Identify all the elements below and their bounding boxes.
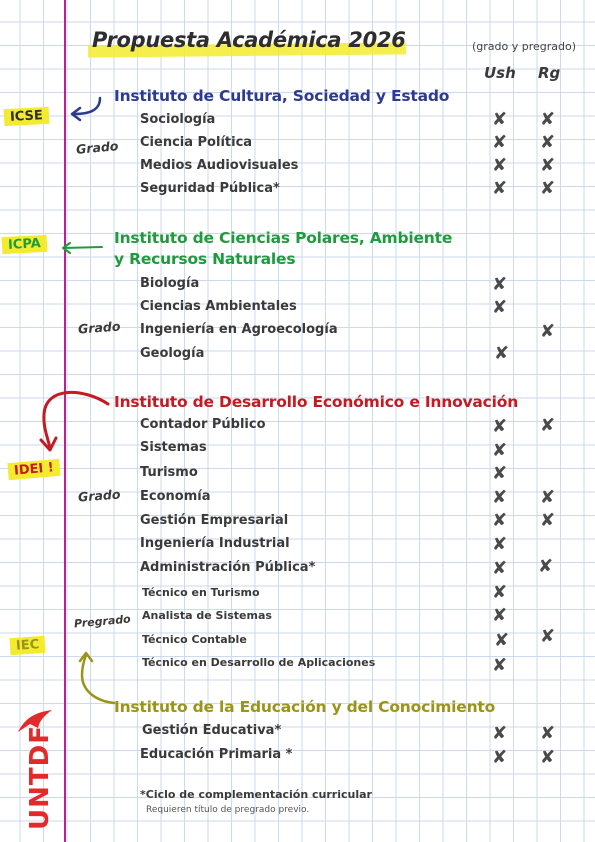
check-mark-icon: ✘ [492,582,508,603]
check-mark-icon: ✘ [492,558,508,579]
level-label-grado: Grado [77,486,121,505]
course-item: Economía [140,489,211,504]
column-header-rg: Rg [538,64,561,82]
check-mark-icon: ✘ [540,626,556,647]
check-mark-icon: ✘ [492,510,508,531]
arrow-icse-icon [60,94,110,124]
check-mark-icon: ✘ [494,343,510,364]
check-mark-icon: ✘ [492,440,508,461]
arrow-iec-icon [70,645,120,710]
check-mark-icon: ✘ [492,723,508,744]
check-mark-icon: ✘ [540,155,556,176]
arrow-idei-icon [24,384,114,459]
course-item: Gestión Empresarial [140,513,289,528]
check-mark-icon: ✘ [492,605,508,626]
course-item: Administración Pública* [140,560,316,575]
check-mark-icon: ✘ [492,487,508,508]
institute-icse-title: Instituto de Cultura, Sociedad y Estado [114,87,450,105]
check-mark-icon: ✘ [492,655,508,676]
level-label-grado: Grado [75,138,119,157]
page-title: Propuesta Académica 2026 [92,28,406,52]
check-mark-icon: ✘ [540,487,556,508]
arrow-icpa-icon [58,238,108,258]
check-mark-icon: ✘ [492,297,508,318]
check-mark-icon: ✘ [538,556,554,577]
check-mark-icon: ✘ [492,274,508,295]
check-mark-icon: ✘ [492,109,508,130]
course-item: Sociología [140,112,216,127]
course-item: Geología [140,346,205,361]
course-item: Turismo [140,465,198,480]
untdf-logo [22,725,58,832]
tag-icpa: ICPA [2,235,48,254]
check-mark-icon: ✘ [492,416,508,437]
course-item: Ciencias Ambientales [140,299,297,314]
course-item: Contador Público [140,417,266,432]
check-mark-icon: ✘ [492,534,508,555]
check-mark-icon: ✘ [494,630,510,651]
check-mark-icon: ✘ [540,747,556,768]
course-item: Técnico en Turismo [142,586,260,599]
footnote: *Ciclo de complementación curricular [140,788,372,801]
check-mark-icon: ✘ [540,415,556,436]
course-item: Seguridad Pública* [140,181,280,196]
check-mark-icon: ✘ [540,321,556,342]
level-label-pregrado: Pregrado [73,612,132,631]
tag-icse: ICSE [4,107,50,126]
course-item: Ciencia Política [140,135,253,150]
check-mark-icon: ✘ [540,109,556,130]
check-mark-icon: ✘ [540,132,556,153]
course-item: Biología [140,276,200,291]
footnote-sub: Requieren título de pregrado previo. [146,805,310,815]
course-item: Técnico en Desarrollo de Aplicaciones [142,656,376,669]
institute-icpa-title: Instituto de Ciencias Polares, Ambiente [114,229,453,247]
institute-iec-title: Instituto de la Educación y del Conocimiento [114,698,496,716]
check-mark-icon: ✘ [540,723,556,744]
tag-iec: IEC [9,636,45,655]
check-mark-icon: ✘ [492,155,508,176]
check-mark-icon: ✘ [492,178,508,199]
tag-idei: IDEI ! [7,459,60,480]
level-label-grado: Grado [77,318,121,337]
check-mark-icon: ✘ [540,178,556,199]
course-item: Educación Primaria * [140,747,293,762]
course-item: Medios Audiovisuales [140,158,299,173]
course-item: Ingeniería Industrial [140,536,290,551]
institute-icpa-title-line2: y Recursos Naturales [114,250,296,268]
institute-idei-title: Instituto de Desarrollo Económico e Innovación [114,393,519,411]
course-item: Ingeniería en Agroecología [140,322,338,337]
check-mark-icon: ✘ [540,510,556,531]
column-header-ush: Ush [484,64,516,82]
course-item: Analista de Sistemas [142,609,272,622]
check-mark-icon: ✘ [492,132,508,153]
course-item: Gestión Educativa* [142,723,282,738]
check-mark-icon: ✘ [492,463,508,484]
course-item: Técnico Contable [142,633,247,646]
page-subtitle: (grado y pregrado) [472,40,577,53]
course-item: Sistemas [140,440,207,455]
logo-text: UNTDF [25,725,55,830]
check-mark-icon: ✘ [492,747,508,768]
